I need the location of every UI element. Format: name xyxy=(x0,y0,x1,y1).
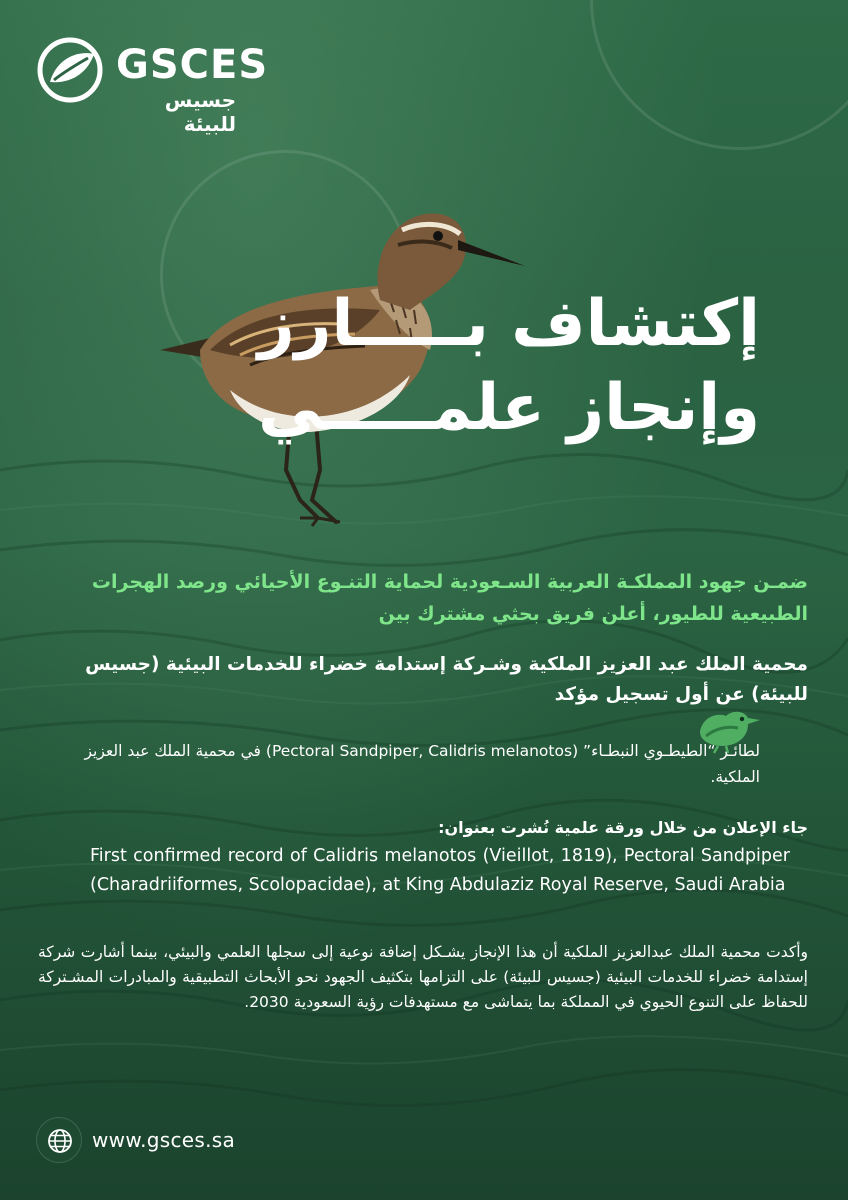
headline-line-2: وإنجاز علمـــــي xyxy=(258,371,760,445)
brand-arabic-name: جسيس للبيئة xyxy=(164,88,236,136)
publication-label: جاء الإعلان من خلال ورقة علمية نُشرت بعنوان: xyxy=(438,818,808,837)
leaf-logo-icon xyxy=(36,36,104,104)
website-globe-button[interactable] xyxy=(36,1117,82,1163)
headline xyxy=(80,282,760,450)
closing-paragraph: وأكدت محمية الملك عبدالعزيز الملكية أن هذا الإنجاز يشـكل إضافة نوعية إلى سجلها العلمي والبيئي، بينما أشارت شركة إستدامة خضراء للخدمات البيئية (جسيس للبيئة) على التزامها بتكثيف الجهود نحو الأبحاث التطبيقية والمبادرات المشـتركة للحفاظ على التنوع الحيوي في المملكة بما يتماشى مع مستهدفات رؤية السعودية 2030. xyxy=(38,943,808,1011)
website-link[interactable]: www.gsces.sa xyxy=(92,1128,236,1152)
globe-icon xyxy=(47,1128,73,1154)
watermark-circle-top xyxy=(590,0,848,150)
intro-white-paragraph: محمية الملك عبد العزيز الملكية وشـركة إستدامة خضراء للخدمات البيئية (جسيس للبيئة) عن أول تسجيل مؤكد xyxy=(85,654,808,705)
brand-logo[interactable] xyxy=(36,36,269,136)
intro-green-paragraph: ضمـن جهود المملكـة العربية السـعودية لحماية التنـوع الأحيائي ورصد الهجرات الطبيعية للطيور، أعلن فريق بحثي مشترك بين xyxy=(91,571,808,625)
brand-name: GSCES xyxy=(116,42,269,88)
water-ripples xyxy=(0,430,848,1200)
record-paragraph: لطائـر “الطيطـوي النبطـاء” (Pectoral Sandpiper, Calidris melanotos) في محمية الملك عبد العزيز الملكية. xyxy=(84,742,760,786)
publication-title: First confirmed record of Calidris melanotos (Vieillot, 1819), Pectoral Sandpiper (Charadriiformes, Scolopacidae), at King Abdulaziz Royal Reserve, Saudi Arabia xyxy=(90,846,790,895)
headline-line-1: إكتشاف بـــــارز xyxy=(257,287,760,361)
